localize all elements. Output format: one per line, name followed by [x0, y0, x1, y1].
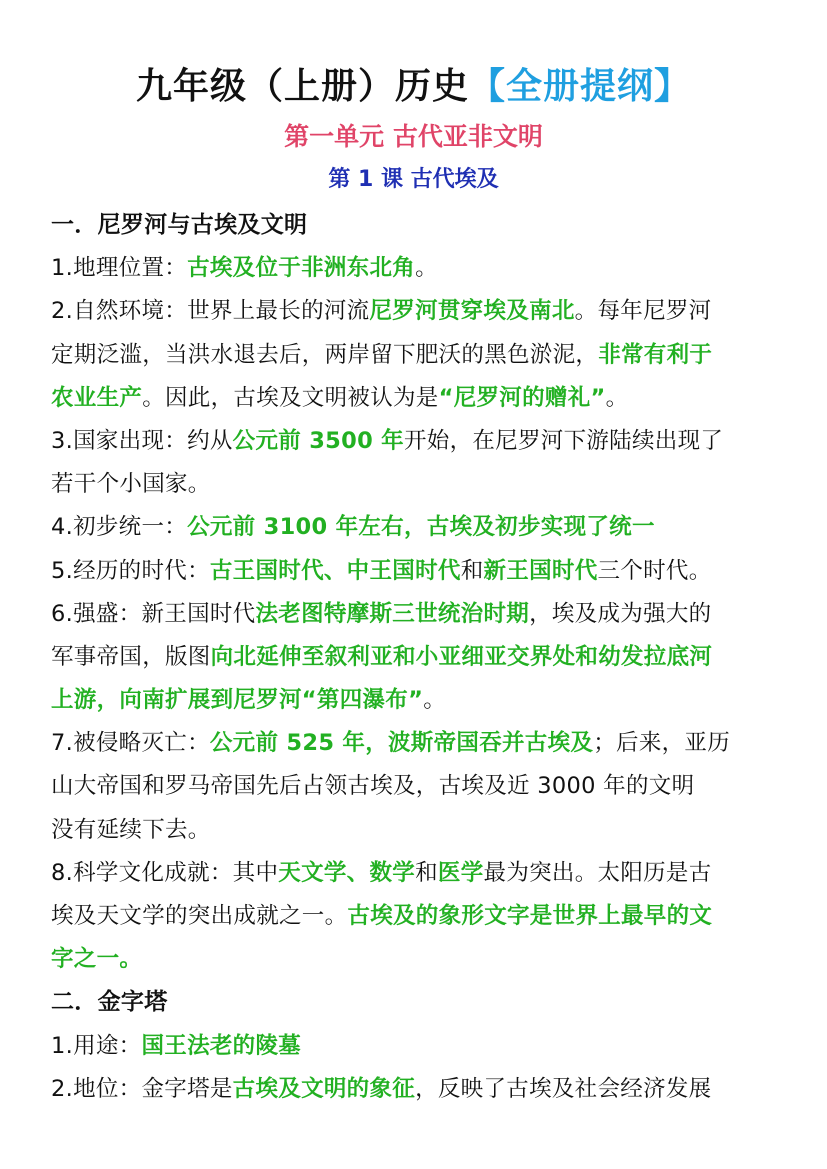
outline-line — [51, 593, 781, 636]
text-segment: 军事帝国，版图 — [51, 643, 211, 670]
text-segment: 和 — [460, 557, 484, 584]
highlighted-text: 新王国时代 — [483, 557, 598, 584]
lesson-heading: 第 1 课 古代埃及 — [328, 167, 499, 192]
outline-line — [51, 1068, 781, 1111]
text-segment: 2.自然环境：世界上最长的河流 — [51, 298, 370, 325]
text-segment: 4.初步统一： — [51, 514, 188, 541]
text-segment: 和 — [415, 859, 438, 886]
text-segment: 8.科学文化成就：其中 — [51, 859, 279, 886]
outline-line — [51, 852, 781, 895]
text-segment: 。因此，古埃及文明被认为是 — [142, 384, 439, 411]
highlighted-text: 农业生产 — [51, 384, 143, 411]
text-segment: 。 — [415, 255, 438, 282]
text-segment: 埃及天文学的突出成就之一。 — [51, 903, 348, 929]
outline-body — [51, 204, 781, 1111]
title-accent: 【全册提纲】 — [469, 66, 692, 107]
text-segment: ，反映了古埃及社会经济发展 — [415, 1075, 712, 1102]
text-segment: 二．金字塔 — [51, 989, 168, 1016]
outline-line — [51, 506, 781, 549]
section-heading — [51, 204, 781, 247]
text-segment: 6.强盛：新王国时代 — [51, 600, 256, 627]
text-segment: 1.地理位置： — [51, 255, 188, 282]
highlighted-text: 非常有利于 — [598, 341, 713, 368]
highlighted-text: 国王法老的陵墓 — [141, 1032, 302, 1059]
title-main: 九年级（上册）历史 — [135, 66, 469, 107]
outline-line — [51, 463, 781, 506]
outline-line — [51, 247, 781, 290]
text-segment: 一．尼罗河与古埃及文明 — [51, 212, 308, 238]
text-segment: 7.被侵略灭亡： — [51, 730, 210, 757]
highlighted-text: 古埃及位于非洲东北角 — [187, 255, 416, 282]
document-title — [0, 62, 827, 112]
unit-heading: 第一单元 古代亚非文明 — [284, 122, 543, 151]
outline-line — [51, 290, 781, 333]
outline-line — [51, 765, 781, 808]
text-segment: 。每年尼罗河 — [574, 298, 712, 325]
highlighted-text: 上游，向南扩展到尼罗河“第四瀑布” — [51, 687, 424, 714]
text-segment: 开始，在尼罗河下游陆续出现了 — [403, 427, 724, 454]
outline-line — [51, 722, 781, 765]
highlighted-text: 公元前 3100 年左右，古埃及初步实现了统一 — [187, 514, 655, 541]
text-segment: ，埃及成为强大的 — [529, 600, 712, 627]
text-segment: ；后来，亚历 — [593, 730, 731, 757]
outline-line — [51, 895, 781, 938]
highlighted-text: 古埃及文明的象征 — [232, 1075, 416, 1102]
outline-line — [51, 938, 781, 981]
outline-line — [51, 679, 781, 722]
text-segment: 。 — [423, 687, 446, 714]
text-segment: 没有延续下去。 — [51, 816, 211, 843]
text-segment: 三个时代。 — [597, 557, 712, 584]
highlighted-text: 公元前 3500 年 — [232, 427, 404, 454]
highlighted-text: 字之一。 — [51, 946, 143, 973]
highlighted-text: 法老图特摩斯三世统治时期 — [255, 600, 530, 627]
highlighted-text: “尼罗河的赠礼” — [438, 384, 606, 411]
outline-line — [51, 334, 781, 377]
outline-line — [51, 809, 781, 852]
outline-line — [51, 420, 781, 463]
outline-line — [51, 636, 781, 679]
highlighted-text: 尼罗河贯穿埃及南北 — [369, 298, 575, 325]
section-heading — [51, 981, 781, 1024]
text-segment: 山大帝国和罗马帝国先后占领古埃及，古埃及近 3000 年的文明 — [51, 773, 695, 800]
text-segment: 最为突出。太阳历是古 — [483, 859, 712, 886]
text-segment: 1.用途： — [51, 1032, 142, 1059]
text-segment: 若干个小国家。 — [51, 471, 211, 498]
text-segment: 2.地位：金字塔是 — [51, 1075, 233, 1102]
highlighted-text: 古埃及的象形文字是世界上最早的文 — [347, 903, 713, 929]
text-segment: 定期泛滥，当洪水退去后，两岸留下肥沃的黑色淤泥， — [51, 341, 599, 368]
outline-line — [51, 377, 781, 420]
text-segment: 。 — [605, 384, 629, 411]
text-segment: 5.经历的时代： — [51, 557, 210, 584]
highlighted-text: 古王国时代、中王国时代 — [209, 557, 461, 584]
highlighted-text: 向北延伸至叙利亚和小亚细亚交界处和幼发拉底河 — [210, 643, 713, 670]
outline-line — [51, 1025, 781, 1068]
highlighted-text: 天文学、数学 — [278, 859, 416, 886]
highlighted-text: 医学 — [437, 859, 484, 886]
text-segment: 3.国家出现：约从 — [51, 427, 233, 454]
outline-line — [51, 550, 781, 593]
highlighted-text: 公元前 525 年，波斯帝国吞并古埃及 — [209, 730, 594, 757]
